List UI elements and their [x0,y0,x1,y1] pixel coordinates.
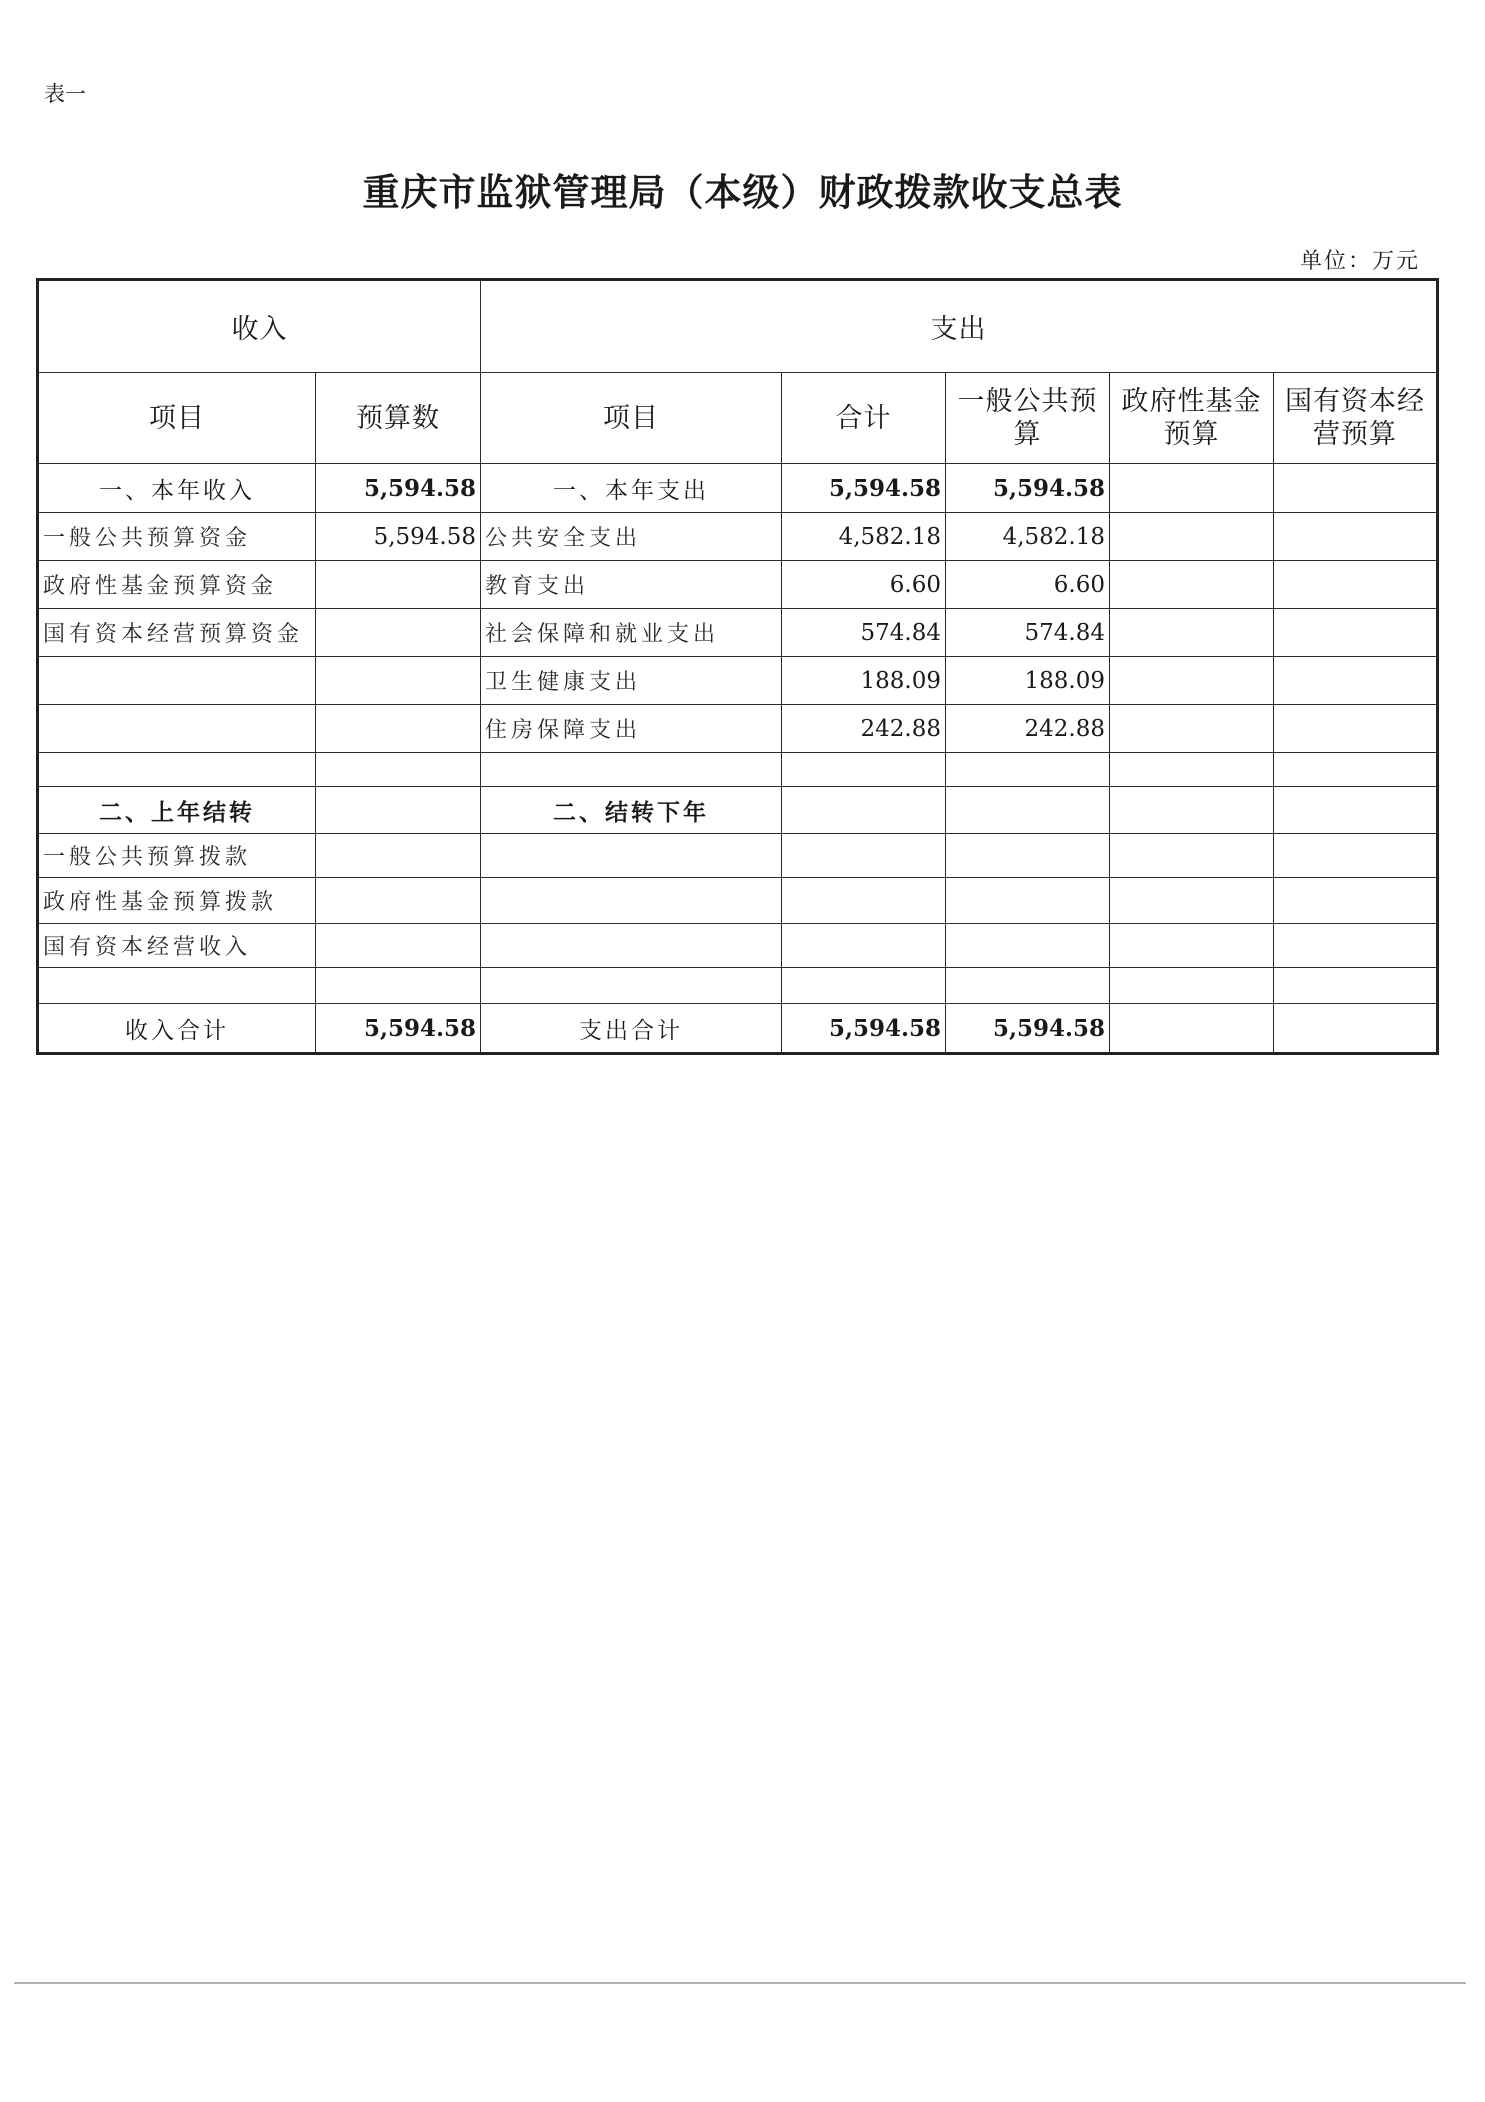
general-budget-amount: 4,582.18 [946,513,1110,561]
income-item: 国有资本经营收入 [38,924,316,968]
general-budget-amount: 574.84 [946,609,1110,657]
state-capital-amount [1274,609,1438,657]
state-capital-amount [1274,705,1438,753]
table-row [38,657,1438,705]
income-amount [316,834,481,878]
general-budget-amount [946,968,1110,1004]
income-amount [316,924,481,968]
expenditure-item [481,753,782,787]
general-budget-amount [946,924,1110,968]
table-row [38,609,1438,657]
expenditure-item [481,924,782,968]
total-amount: 5,594.58 [782,464,946,513]
total-amount: 188.09 [782,657,946,705]
table-row [38,968,1438,1004]
expenditure-item: 二、结转下年 [481,787,782,834]
state-capital-amount [1274,753,1438,787]
fund-budget-amount [1110,787,1274,834]
income-item-header: 项目 [38,373,316,464]
income-item: 政府性基金预算拨款 [38,878,316,924]
expenditure-item: 社会保障和就业支出 [481,609,782,657]
income-header: 收入 [38,280,481,373]
state-capital-amount [1274,1004,1438,1054]
state-capital-amount [1274,924,1438,968]
fund-budget-header: 政府性基金预算 [1110,373,1274,464]
total-amount: 4,582.18 [782,513,946,561]
table-row [38,924,1438,968]
general-budget-amount [946,834,1110,878]
general-budget-amount: 5,594.58 [946,1004,1110,1054]
state-capital-amount [1274,561,1438,609]
total-amount [782,968,946,1004]
income-item [38,657,316,705]
fund-budget-amount [1110,924,1274,968]
expenditure-item: 住房保障支出 [481,705,782,753]
income-amount [316,878,481,924]
total-amount: 5,594.58 [782,1004,946,1054]
total-amount: 574.84 [782,609,946,657]
income-amount [316,705,481,753]
state-capital-budget-header: 国有资本经营预算 [1274,373,1438,464]
table-row [38,878,1438,924]
document-title: 重庆市监狱管理局（本级）财政拨款收支总表 [362,170,1123,214]
income-total-amount: 5,594.58 [316,1004,481,1054]
fund-budget-amount [1110,609,1274,657]
fund-budget-amount [1110,968,1274,1004]
expenditure-item [481,878,782,924]
income-item [38,753,316,787]
income-item: 政府性基金预算资金 [38,561,316,609]
total-amount [782,753,946,787]
total-amount: 6.60 [782,561,946,609]
general-budget-header: 一般公共预算 [946,373,1110,464]
income-item: 一、本年收入 [38,464,316,513]
totals-row [38,1004,1438,1054]
income-budget-header: 预算数 [316,373,481,464]
table-row [38,753,1438,787]
income-amount [316,609,481,657]
state-capital-amount [1274,878,1438,924]
total-amount [782,924,946,968]
income-item: 国有资本经营预算资金 [38,609,316,657]
table-row [38,464,1438,513]
income-item: 一般公共预算资金 [38,513,316,561]
income-total-label: 收入合计 [38,1004,316,1054]
general-budget-amount: 242.88 [946,705,1110,753]
income-amount [316,968,481,1004]
state-capital-amount [1274,834,1438,878]
income-amount [316,787,481,834]
state-capital-amount [1274,513,1438,561]
expenditure-header: 支出 [481,280,1438,373]
total-amount [782,834,946,878]
general-budget-amount: 6.60 [946,561,1110,609]
total-amount [782,787,946,834]
fund-budget-amount [1110,834,1274,878]
income-item: 二、上年结转 [38,787,316,834]
general-budget-amount: 188.09 [946,657,1110,705]
income-amount [316,657,481,705]
total-amount: 242.88 [782,705,946,753]
total-amount [782,878,946,924]
expenditure-total-header: 合计 [782,373,946,464]
fund-budget-amount [1110,513,1274,561]
table-row [38,834,1438,878]
fund-budget-amount [1110,561,1274,609]
income-item [38,968,316,1004]
state-capital-amount [1274,657,1438,705]
expenditure-item: 公共安全支出 [481,513,782,561]
income-item: 一般公共预算拨款 [38,834,316,878]
fund-budget-amount [1110,464,1274,513]
general-budget-amount [946,878,1110,924]
state-capital-amount [1274,464,1438,513]
income-amount: 5,594.58 [316,513,481,561]
fund-budget-amount [1110,705,1274,753]
expenditure-item: 教育支出 [481,561,782,609]
general-budget-amount: 5,594.58 [946,464,1110,513]
general-budget-amount [946,787,1110,834]
expenditure-item: 一、本年支出 [481,464,782,513]
table-row [38,561,1438,609]
fund-budget-amount [1110,1004,1274,1054]
income-amount [316,753,481,787]
table-row [38,513,1438,561]
table-number: 表一 [44,82,86,106]
expenditure-item [481,968,782,1004]
table-row [38,705,1438,753]
expenditure-item [481,834,782,878]
table-row [38,787,1438,834]
income-item [38,705,316,753]
fund-budget-amount [1110,753,1274,787]
fund-budget-amount [1110,878,1274,924]
expenditure-total-label: 支出合计 [481,1004,782,1054]
expenditure-item: 卫生健康支出 [481,657,782,705]
general-budget-amount [946,753,1110,787]
expenditure-item-header: 项目 [481,373,782,464]
fund-budget-amount [1110,657,1274,705]
unit-label: 单位：万元 [1300,249,1421,274]
state-capital-amount [1274,968,1438,1004]
income-amount [316,561,481,609]
page-bottom-rule [14,1982,1466,1984]
fiscal-summary-table [36,278,1439,1055]
state-capital-amount [1274,787,1438,834]
income-amount: 5,594.58 [316,464,481,513]
